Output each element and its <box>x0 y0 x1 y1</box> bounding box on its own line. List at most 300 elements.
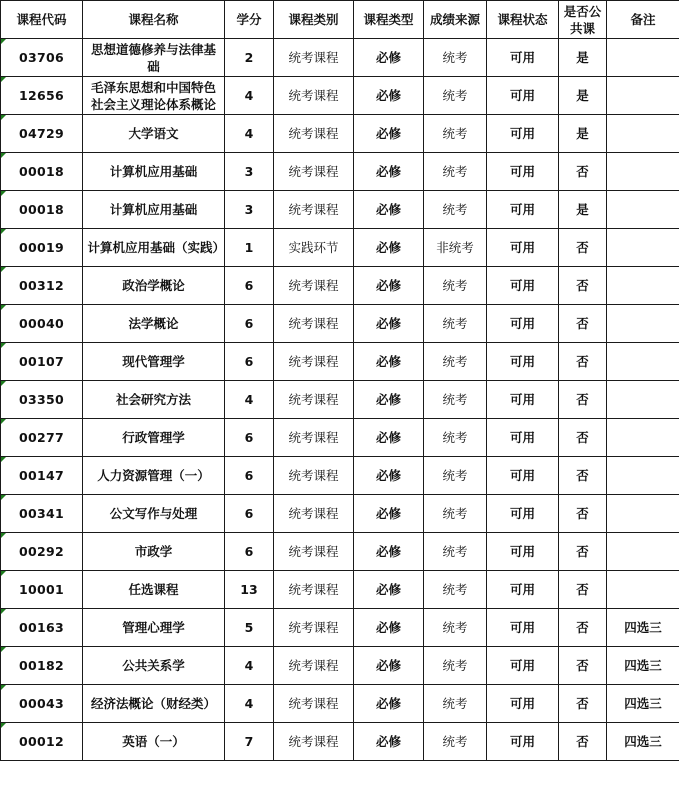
course-status-cell[interactable] <box>487 457 559 495</box>
score-source-text: 统考 <box>442 164 468 179</box>
header-note: 备注 <box>607 1 679 39</box>
credit-cell[interactable] <box>225 77 274 115</box>
course-type-cell[interactable] <box>354 533 424 571</box>
cell-flag-marker-icon <box>1 115 6 120</box>
score-source-cell[interactable] <box>424 343 487 381</box>
course-name-cell[interactable] <box>83 191 225 229</box>
course-category-cell[interactable] <box>274 533 354 571</box>
note-cell[interactable] <box>607 685 679 723</box>
course-type-cell[interactable] <box>354 267 424 305</box>
course-type-text: 必修 <box>375 468 401 483</box>
score-source-cell[interactable] <box>424 267 487 305</box>
course-type-text: 必修 <box>375 582 401 597</box>
course-type-text: 必修 <box>375 392 401 407</box>
score-source-cell[interactable] <box>424 39 487 77</box>
note-cell[interactable] <box>607 647 679 685</box>
is-public-cell[interactable] <box>559 39 607 77</box>
is-public-cell[interactable] <box>559 381 607 419</box>
note-cell[interactable] <box>607 229 679 267</box>
course-code-cell[interactable] <box>1 381 83 419</box>
is-public-cell[interactable] <box>559 191 607 229</box>
is-public-cell[interactable] <box>559 609 607 647</box>
note-cell[interactable] <box>607 77 679 115</box>
note-cell[interactable] <box>607 267 679 305</box>
course-category-cell[interactable] <box>274 115 354 153</box>
is-public-cell[interactable] <box>559 685 607 723</box>
course-type-cell[interactable] <box>354 153 424 191</box>
course-type-cell[interactable] <box>354 305 424 343</box>
course-code-text: 00292 <box>19 544 64 559</box>
course-status-text: 可用 <box>509 696 535 711</box>
is-public-cell[interactable] <box>559 77 607 115</box>
is-public-cell[interactable] <box>559 723 607 761</box>
course-type-cell[interactable] <box>354 457 424 495</box>
course-status-cell[interactable] <box>487 495 559 533</box>
course-code-cell[interactable] <box>1 723 83 761</box>
course-code-text: 00012 <box>19 734 64 749</box>
course-name-cell[interactable] <box>83 457 225 495</box>
course-category-text: 统考课程 <box>288 734 339 749</box>
is-public-text: 否 <box>576 468 589 483</box>
course-code-text: 00018 <box>19 164 64 179</box>
is-public-cell[interactable] <box>559 533 607 571</box>
cell-flag-marker-icon <box>1 39 6 44</box>
credit-cell[interactable] <box>225 533 274 571</box>
course-status-cell[interactable] <box>487 609 559 647</box>
course-category-text: 统考课程 <box>288 88 339 103</box>
course-category-cell[interactable] <box>274 229 354 267</box>
note-cell[interactable] <box>607 343 679 381</box>
course-name-text: 现代管理学 <box>122 354 185 369</box>
course-code-cell[interactable] <box>1 305 83 343</box>
course-code-text: 00018 <box>19 202 64 217</box>
course-code-text: 10001 <box>19 582 64 597</box>
note-cell[interactable] <box>607 533 679 571</box>
note-cell[interactable] <box>607 305 679 343</box>
course-type-cell[interactable] <box>354 419 424 457</box>
course-name-cell[interactable] <box>83 723 225 761</box>
is-public-cell[interactable] <box>559 153 607 191</box>
credit-cell[interactable] <box>225 571 274 609</box>
course-category-text: 统考课程 <box>288 620 339 635</box>
course-name-text: 公共关系学 <box>122 658 185 673</box>
course-name-cell[interactable] <box>83 343 225 381</box>
credit-cell[interactable] <box>225 457 274 495</box>
course-name-text: 社会研究方法 <box>115 392 191 407</box>
is-public-cell[interactable] <box>559 647 607 685</box>
course-code-cell[interactable] <box>1 77 83 115</box>
table-row <box>1 381 679 419</box>
note-cell[interactable] <box>607 571 679 609</box>
is-public-cell[interactable] <box>559 457 607 495</box>
credit-text: 6 <box>244 506 254 521</box>
course-name-text: 人力资源管理（一） <box>97 468 210 483</box>
course-type-cell[interactable] <box>354 571 424 609</box>
course-type-text: 必修 <box>375 658 401 673</box>
course-name-cell[interactable] <box>83 229 225 267</box>
header-course-status: 课程状态 <box>487 1 559 39</box>
is-public-text: 是 <box>576 202 589 217</box>
course-category-text: 统考课程 <box>288 468 339 483</box>
note-cell[interactable] <box>607 419 679 457</box>
course-code-text: 12656 <box>19 88 64 103</box>
course-code-cell[interactable] <box>1 533 83 571</box>
course-type-text: 必修 <box>375 696 401 711</box>
score-source-text: 统考 <box>442 88 468 103</box>
credit-cell[interactable] <box>225 647 274 685</box>
credit-cell[interactable] <box>225 495 274 533</box>
credit-text: 6 <box>244 278 254 293</box>
cell-flag-marker-icon <box>1 571 6 576</box>
course-code-text: 00043 <box>19 696 64 711</box>
score-source-text: 非统考 <box>436 240 474 255</box>
course-name-text: 计算机应用基础（实践） <box>87 240 226 255</box>
score-source-cell[interactable] <box>424 191 487 229</box>
course-status-cell[interactable] <box>487 153 559 191</box>
score-source-text: 统考 <box>442 620 468 635</box>
course-code-cell[interactable] <box>1 343 83 381</box>
course-code-cell[interactable] <box>1 153 83 191</box>
course-name-cell[interactable] <box>83 533 225 571</box>
is-public-text: 否 <box>576 392 589 407</box>
course-status-cell[interactable] <box>487 419 559 457</box>
course-status-text: 可用 <box>509 126 535 141</box>
header-course-name: 课程名称 <box>83 1 225 39</box>
course-category-cell[interactable] <box>274 77 354 115</box>
course-type-text: 必修 <box>375 50 401 65</box>
note-cell[interactable] <box>607 457 679 495</box>
course-category-cell[interactable] <box>274 381 354 419</box>
course-category-cell[interactable] <box>274 647 354 685</box>
course-type-text: 必修 <box>375 278 401 293</box>
is-public-cell[interactable] <box>559 267 607 305</box>
course-category-cell[interactable] <box>274 419 354 457</box>
course-status-cell[interactable] <box>487 381 559 419</box>
is-public-text: 是 <box>576 88 589 103</box>
course-name-cell[interactable] <box>83 381 225 419</box>
course-name-cell[interactable] <box>83 419 225 457</box>
course-code-cell[interactable] <box>1 647 83 685</box>
cell-flag-marker-icon <box>1 229 6 234</box>
course-status-text: 可用 <box>509 164 535 179</box>
course-code-text: 00019 <box>19 240 64 255</box>
course-type-cell[interactable] <box>354 685 424 723</box>
table-row <box>1 153 679 191</box>
table-row <box>1 647 679 685</box>
course-category-cell[interactable] <box>274 153 354 191</box>
score-source-cell[interactable] <box>424 647 487 685</box>
score-source-cell[interactable] <box>424 723 487 761</box>
course-category-cell[interactable] <box>274 495 354 533</box>
table-row <box>1 305 679 343</box>
score-source-cell[interactable] <box>424 685 487 723</box>
course-status-cell[interactable] <box>487 229 559 267</box>
course-name-text: 思想道德修养与法律基础 <box>90 41 216 74</box>
course-type-cell[interactable] <box>354 609 424 647</box>
credit-cell[interactable] <box>225 685 274 723</box>
credit-cell[interactable] <box>225 343 274 381</box>
note-text: 四选三 <box>624 620 662 635</box>
score-source-cell[interactable] <box>424 77 487 115</box>
course-name-cell[interactable] <box>83 305 225 343</box>
course-name-text: 经济法概论（财经类） <box>90 696 216 711</box>
course-type-cell[interactable] <box>354 191 424 229</box>
course-name-cell[interactable] <box>83 495 225 533</box>
score-source-cell[interactable] <box>424 571 487 609</box>
is-public-cell[interactable] <box>559 229 607 267</box>
credit-cell[interactable] <box>225 267 274 305</box>
score-source-text: 统考 <box>442 506 468 521</box>
cell-flag-marker-icon <box>1 685 6 690</box>
course-status-text: 可用 <box>509 278 535 293</box>
course-type-text: 必修 <box>375 164 401 179</box>
course-name-cell[interactable] <box>83 153 225 191</box>
course-category-cell[interactable] <box>274 267 354 305</box>
course-type-text: 必修 <box>375 506 401 521</box>
course-name-cell[interactable] <box>83 115 225 153</box>
course-type-text: 必修 <box>375 734 401 749</box>
score-source-text: 统考 <box>442 278 468 293</box>
credit-cell[interactable] <box>225 609 274 647</box>
course-status-cell[interactable] <box>487 723 559 761</box>
course-category-cell[interactable] <box>274 343 354 381</box>
course-status-cell[interactable] <box>487 39 559 77</box>
credit-text: 6 <box>244 354 254 369</box>
note-cell[interactable] <box>607 191 679 229</box>
course-type-cell[interactable] <box>354 723 424 761</box>
course-status-text: 可用 <box>509 392 535 407</box>
is-public-text: 否 <box>576 734 589 749</box>
table-row <box>1 685 679 723</box>
course-code-cell[interactable] <box>1 495 83 533</box>
course-code-text: 03350 <box>19 392 64 407</box>
course-code-cell[interactable] <box>1 609 83 647</box>
course-code-text: 00277 <box>19 430 64 445</box>
course-code-text: 03706 <box>19 50 64 65</box>
credit-text: 13 <box>240 582 258 597</box>
course-status-cell[interactable] <box>487 343 559 381</box>
credit-cell[interactable] <box>225 723 274 761</box>
credit-text: 4 <box>244 126 254 141</box>
course-status-text: 可用 <box>509 544 535 559</box>
course-code-cell[interactable] <box>1 457 83 495</box>
is-public-text: 否 <box>576 354 589 369</box>
note-cell[interactable] <box>607 495 679 533</box>
course-code-cell[interactable] <box>1 229 83 267</box>
course-status-cell[interactable] <box>487 305 559 343</box>
cell-flag-marker-icon <box>1 191 6 196</box>
course-type-cell[interactable] <box>354 77 424 115</box>
is-public-cell[interactable] <box>559 495 607 533</box>
course-category-cell[interactable] <box>274 305 354 343</box>
is-public-cell[interactable] <box>559 305 607 343</box>
course-status-cell[interactable] <box>487 571 559 609</box>
course-name-text: 英语（一） <box>122 734 185 749</box>
course-category-text: 实践环节 <box>288 240 339 255</box>
credit-cell[interactable] <box>225 115 274 153</box>
course-name-text: 任选课程 <box>128 582 179 597</box>
score-source-cell[interactable] <box>424 609 487 647</box>
is-public-text: 否 <box>576 278 589 293</box>
score-source-text: 统考 <box>442 696 468 711</box>
course-status-cell[interactable] <box>487 685 559 723</box>
score-source-cell[interactable] <box>424 229 487 267</box>
course-status-cell[interactable] <box>487 267 559 305</box>
credit-text: 7 <box>244 734 254 749</box>
course-code-cell[interactable] <box>1 685 83 723</box>
is-public-text: 否 <box>576 430 589 445</box>
credit-cell[interactable] <box>225 419 274 457</box>
course-status-cell[interactable] <box>487 115 559 153</box>
score-source-cell[interactable] <box>424 153 487 191</box>
course-category-text: 统考课程 <box>288 430 339 445</box>
course-status-text: 可用 <box>509 240 535 255</box>
score-source-text: 统考 <box>442 316 468 331</box>
score-source-text: 统考 <box>442 50 468 65</box>
course-category-cell[interactable] <box>274 457 354 495</box>
course-category-cell[interactable] <box>274 609 354 647</box>
course-status-cell[interactable] <box>487 191 559 229</box>
course-status-text: 可用 <box>509 620 535 635</box>
course-type-text: 必修 <box>375 202 401 217</box>
table-row <box>1 609 679 647</box>
table-row <box>1 571 679 609</box>
course-type-cell[interactable] <box>354 495 424 533</box>
course-code-cell[interactable] <box>1 115 83 153</box>
course-category-cell[interactable] <box>274 685 354 723</box>
note-cell[interactable] <box>607 723 679 761</box>
note-cell[interactable] <box>607 153 679 191</box>
course-status-cell[interactable] <box>487 647 559 685</box>
cell-flag-marker-icon <box>1 305 6 310</box>
credit-text: 6 <box>244 468 254 483</box>
course-name-cell[interactable] <box>83 267 225 305</box>
course-category-text: 统考课程 <box>288 696 339 711</box>
score-source-text: 统考 <box>442 354 468 369</box>
credit-cell[interactable] <box>225 153 274 191</box>
score-source-cell[interactable] <box>424 457 487 495</box>
course-type-text: 必修 <box>375 240 401 255</box>
credit-text: 2 <box>244 50 254 65</box>
course-name-text: 公文写作与处理 <box>109 506 198 521</box>
score-source-text: 统考 <box>442 430 468 445</box>
credit-cell[interactable] <box>225 305 274 343</box>
course-name-cell[interactable] <box>83 39 225 77</box>
score-source-cell[interactable] <box>424 381 487 419</box>
course-name-cell[interactable] <box>83 647 225 685</box>
is-public-text: 否 <box>576 164 589 179</box>
cell-flag-marker-icon <box>1 343 6 348</box>
score-source-text: 统考 <box>442 392 468 407</box>
course-code-cell[interactable] <box>1 571 83 609</box>
course-status-text: 可用 <box>509 506 535 521</box>
course-code-cell[interactable] <box>1 39 83 77</box>
header-row <box>1 1 679 39</box>
course-type-cell[interactable] <box>354 343 424 381</box>
table-row <box>1 115 679 153</box>
cell-flag-marker-icon <box>1 153 6 158</box>
course-code-text: 00312 <box>19 278 64 293</box>
score-source-cell[interactable] <box>424 533 487 571</box>
cell-flag-marker-icon <box>1 77 6 82</box>
table-row <box>1 457 679 495</box>
note-cell[interactable] <box>607 381 679 419</box>
course-name-cell[interactable] <box>83 609 225 647</box>
course-code-cell[interactable] <box>1 419 83 457</box>
cell-flag-marker-icon <box>1 381 6 386</box>
course-code-text: 00163 <box>19 620 64 635</box>
score-source-cell[interactable] <box>424 419 487 457</box>
course-name-cell[interactable] <box>83 77 225 115</box>
course-type-text: 必修 <box>375 354 401 369</box>
credit-cell[interactable] <box>225 191 274 229</box>
score-source-cell[interactable] <box>424 495 487 533</box>
table-row <box>1 419 679 457</box>
is-public-text: 否 <box>576 582 589 597</box>
is-public-text: 是 <box>576 126 589 141</box>
credit-cell[interactable] <box>225 39 274 77</box>
credit-text: 6 <box>244 544 254 559</box>
course-type-cell[interactable] <box>354 229 424 267</box>
course-category-text: 统考课程 <box>288 278 339 293</box>
course-code-cell[interactable] <box>1 191 83 229</box>
course-type-cell[interactable] <box>354 647 424 685</box>
course-status-cell[interactable] <box>487 533 559 571</box>
course-type-cell[interactable] <box>354 115 424 153</box>
course-category-cell[interactable] <box>274 571 354 609</box>
course-code-cell[interactable] <box>1 267 83 305</box>
note-cell[interactable] <box>607 609 679 647</box>
course-name-cell[interactable] <box>83 571 225 609</box>
is-public-text: 否 <box>576 316 589 331</box>
note-text: 四选三 <box>624 734 662 749</box>
cell-flag-marker-icon <box>1 723 6 728</box>
header-score-source: 成绩来源 <box>424 1 487 39</box>
is-public-cell[interactable] <box>559 115 607 153</box>
header-is-public: 是否公共课 <box>559 1 607 39</box>
course-type-cell[interactable] <box>354 381 424 419</box>
is-public-cell[interactable] <box>559 419 607 457</box>
is-public-text: 否 <box>576 696 589 711</box>
credit-text: 1 <box>244 240 254 255</box>
credit-cell[interactable] <box>225 381 274 419</box>
is-public-text: 否 <box>576 506 589 521</box>
course-status-text: 可用 <box>509 354 535 369</box>
score-source-cell[interactable] <box>424 115 487 153</box>
note-cell[interactable] <box>607 115 679 153</box>
course-name-text: 政治学概论 <box>122 278 185 293</box>
credit-cell[interactable] <box>225 229 274 267</box>
course-type-text: 必修 <box>375 88 401 103</box>
is-public-cell[interactable] <box>559 571 607 609</box>
course-category-text: 统考课程 <box>288 658 339 673</box>
table-row <box>1 343 679 381</box>
course-status-cell[interactable] <box>487 77 559 115</box>
course-type-cell[interactable] <box>354 39 424 77</box>
course-category-cell[interactable] <box>274 723 354 761</box>
table-row <box>1 533 679 571</box>
course-category-cell[interactable] <box>274 191 354 229</box>
score-source-cell[interactable] <box>424 305 487 343</box>
course-category-text: 统考课程 <box>288 50 339 65</box>
note-cell[interactable] <box>607 39 679 77</box>
credit-text: 6 <box>244 430 254 445</box>
course-category-cell[interactable] <box>274 39 354 77</box>
credit-text: 5 <box>244 620 254 635</box>
course-status-text: 可用 <box>509 430 535 445</box>
is-public-cell[interactable] <box>559 343 607 381</box>
course-name-cell[interactable] <box>83 685 225 723</box>
